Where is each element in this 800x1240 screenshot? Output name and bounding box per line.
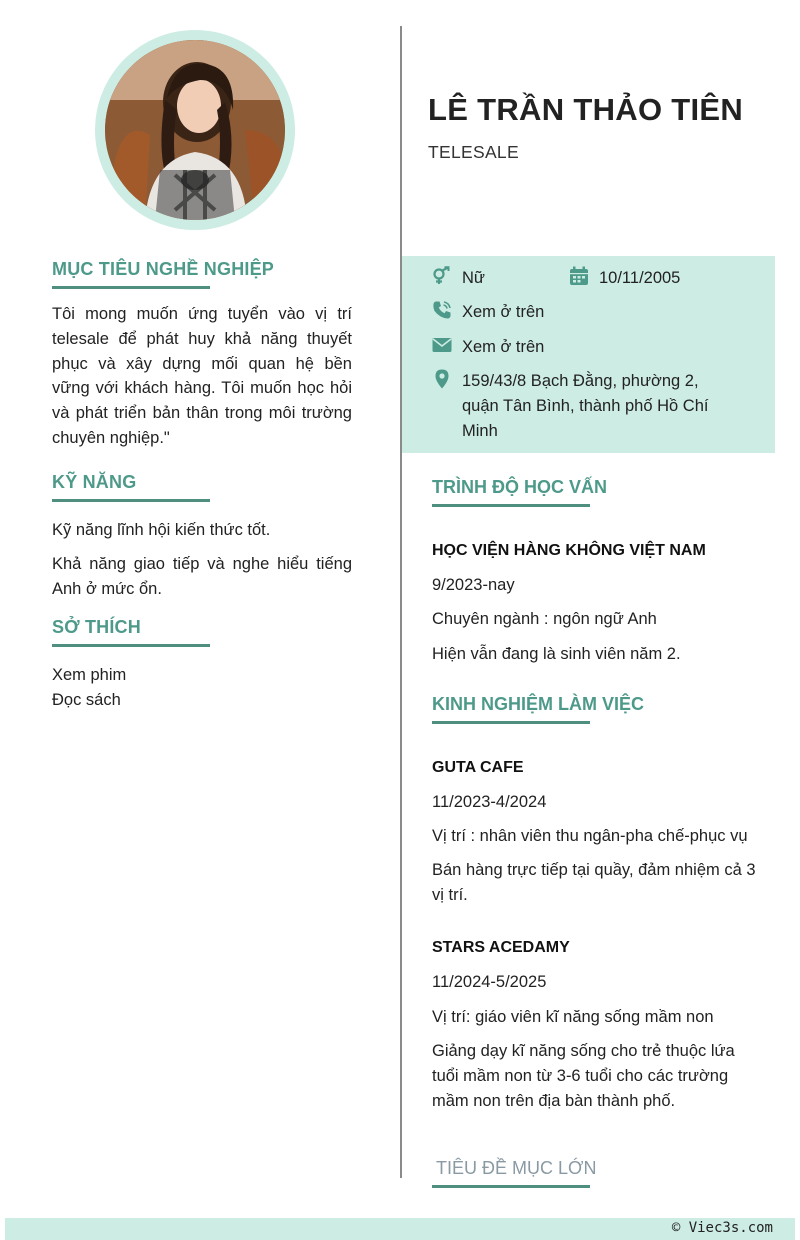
avatar — [105, 40, 285, 220]
skill-item: Kỹ năng lĩnh hội kiến thức tốt. — [52, 521, 271, 539]
skills-underline — [52, 499, 210, 502]
hobbies-underline — [52, 644, 210, 647]
experience-underline — [432, 721, 590, 724]
education-note: Hiện vẫn đang là sinh viên năm 2. — [432, 645, 681, 663]
education-underline — [432, 504, 590, 507]
calendar-icon — [569, 266, 589, 286]
objective-text: Tôi mong muốn ứng tuyển vào vị trí telesale để phát huy khả năng thuyết phục và xây dựng mối quan hệ bền vững với khách hàng. Tôi muốn học hỏi và phát triển bản thân trong môi trường chuyên nghiệp." — [52, 305, 352, 447]
education-major: Chuyên ngành : ngôn ngữ Anh — [432, 610, 657, 628]
education-section — [432, 477, 762, 667]
column-divider — [400, 26, 402, 1178]
placeholder-underline — [432, 1185, 590, 1188]
email-value: Xem ở trên — [462, 338, 545, 356]
phone-row — [432, 300, 544, 325]
hobby-item: Đọc sách — [52, 690, 121, 709]
objective-section — [52, 259, 352, 451]
gender-value: Nữ — [462, 269, 485, 287]
avatar-photo — [105, 40, 285, 220]
candidate-role: TELESALE — [428, 142, 519, 162]
skills-title: KỸ NĂNG — [52, 472, 137, 492]
job-description: Bán hàng trực tiếp tại quầy, đảm nhiệm cả 3 vị trí. — [432, 861, 756, 904]
hobbies-title: SỞ THÍCH — [52, 617, 141, 637]
objective-underline — [52, 286, 210, 289]
education-school: HỌC VIỆN HÀNG KHÔNG VIỆT NAM — [432, 542, 706, 559]
location-icon — [432, 369, 452, 389]
skills-section — [52, 472, 352, 601]
birthday-row — [569, 266, 680, 291]
job-company: GUTA CAFE — [432, 759, 524, 776]
job-period: 11/2023-4/2024 — [432, 793, 547, 811]
placeholder-title: TIÊU ĐỀ MỤC LỚN — [436, 1158, 597, 1178]
objective-title: MỤC TIÊU NGHỀ NGHIỆP — [52, 259, 275, 279]
job-period: 11/2024-5/2025 — [432, 973, 547, 991]
address-value: 159/43/8 Bạch Đằng, phường 2, quận Tân Bình, thành phố Hồ Chí Minh — [462, 372, 709, 440]
phone-icon — [432, 300, 452, 320]
birthday-value: 10/11/2005 — [599, 269, 681, 287]
placeholder-section — [436, 1158, 766, 1188]
footer-bar — [5, 1218, 795, 1240]
hobby-item: Xem phim — [52, 666, 127, 684]
email-row — [432, 335, 544, 360]
gender-row — [432, 266, 485, 291]
job-position: Vị trí: giáo viên kĩ năng sống mầm non — [432, 1008, 714, 1026]
mail-icon — [432, 335, 452, 355]
gender-icon — [432, 266, 452, 286]
address-row — [432, 369, 732, 444]
candidate-name: LÊ TRẦN THẢO TIÊN — [428, 92, 744, 127]
contact-box — [402, 256, 775, 453]
experience-title: KINH NGHIỆM LÀM VIỆC — [432, 694, 645, 714]
education-title: TRÌNH ĐỘ HỌC VẤN — [432, 477, 607, 497]
job-company: STARS ACEDAMY — [432, 939, 570, 956]
education-period: 9/2023-nay — [432, 576, 515, 594]
job-position: Vị trí : nhân viên thu ngân-pha chế-phục vụ — [432, 827, 748, 845]
footer-credit: © Viec3s.com — [671, 1220, 773, 1236]
hobbies-section — [52, 617, 352, 713]
skill-item: Khả năng giao tiếp và nghe hiểu tiếng Anh ở mức ổn. — [52, 554, 352, 598]
phone-value: Xem ở trên — [462, 303, 545, 321]
job-description: Giảng dạy kĩ năng sống cho trẻ thuộc lứa tuổi mầm non từ 3-6 tuổi cho các trường mầm non trên địa bàn thành phố. — [432, 1042, 735, 1110]
experience-section — [432, 694, 762, 1114]
